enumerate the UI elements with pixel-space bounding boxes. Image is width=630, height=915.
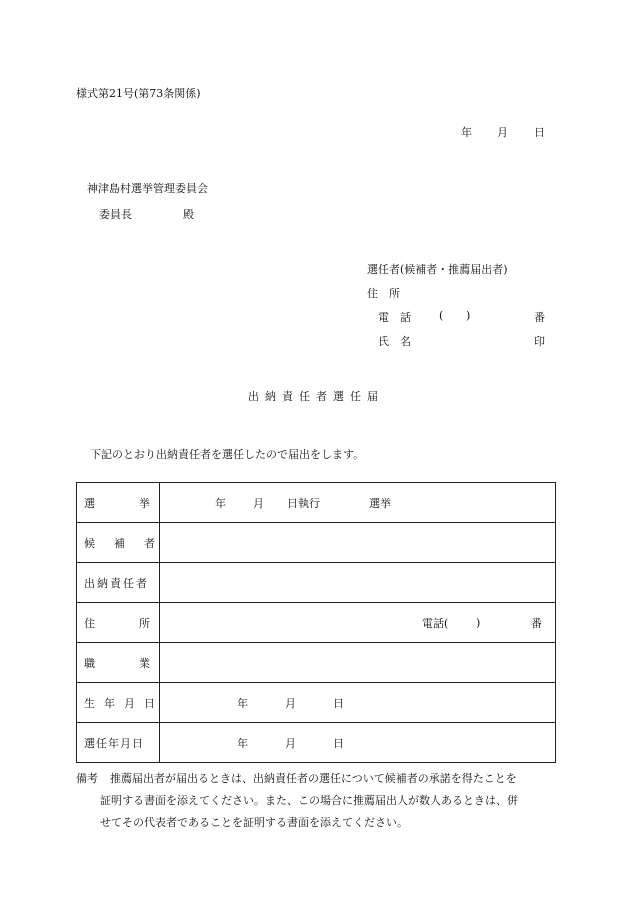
document-title: 出納責任者選任届 [248, 390, 384, 403]
appointment-day-label: 日 [333, 736, 344, 750]
label-cell [77, 523, 174, 563]
appointer-phone-paren-open: ( [439, 309, 444, 322]
address-phone-label: 電話( [422, 616, 449, 630]
remarks-text-3: せてその代表者であることを証明する書面を添えてください。 [100, 816, 408, 829]
appointment-year-label: 年 [237, 736, 248, 750]
value-cell[interactable] [160, 723, 556, 763]
row-label-address: 住所 [84, 616, 194, 630]
address-phone-paren-close: ) [476, 616, 481, 629]
appointment-form-table [76, 482, 556, 763]
remarks-heading: 備考 [76, 772, 98, 785]
appointment-month-label: 月 [285, 736, 296, 750]
value-cell[interactable] [160, 523, 556, 563]
appointer-name-label: 氏 名 [378, 335, 411, 348]
value-cell[interactable] [160, 603, 556, 643]
table-row [77, 723, 556, 763]
intro-text: 下記のとおり出納責任者を選任したので届出をします。 [90, 448, 365, 461]
seal-mark: 印 [534, 335, 545, 348]
table-row [77, 563, 556, 603]
date-day-label: 日 [534, 126, 545, 139]
birth-month-label: 月 [285, 696, 296, 710]
row-label-election: 選挙 [84, 496, 194, 510]
addressee-honorific: 殿 [183, 208, 194, 221]
label-cell [77, 563, 160, 603]
birth-day-label: 日 [333, 696, 344, 710]
remarks-text-1: 推薦届出者が届出るときは、出納責任者の選任について候補者の承諾を得たことを [110, 772, 517, 785]
table-row [77, 643, 556, 683]
form-number: 様式第21号(第73条関係) [76, 87, 201, 100]
value-cell[interactable] [160, 483, 556, 523]
table-row [77, 483, 556, 523]
appointer-address-label: 住 所 [367, 287, 400, 300]
row-label-birthdate: 生年月日 [84, 696, 164, 710]
row-label-occupation: 職業 [84, 656, 194, 670]
row-label-appointment-date: 選任年月日 [84, 736, 144, 750]
value-cell[interactable] [160, 563, 556, 603]
election-year-label: 年 [215, 496, 226, 510]
date-year-label: 年 [461, 126, 472, 139]
appointer-phone-suffix: 番 [534, 311, 545, 324]
remarks-line-2 [76, 790, 566, 812]
value-cell[interactable] [160, 683, 556, 723]
appointer-heading: 選任者(候補者・推薦届出者) [367, 263, 508, 276]
addressee-organization: 神津島村選挙管理委員会 [87, 182, 208, 195]
birth-year-label: 年 [237, 696, 248, 710]
election-suffix-label: 選挙 [369, 496, 391, 510]
row-label-candidate: 候補者 [84, 536, 174, 550]
label-cell [77, 603, 194, 643]
row-label-treasurer: 出納責任者 [84, 576, 149, 590]
election-day-label: 日執行 [287, 496, 320, 510]
appointer-phone-paren-close: ) [466, 309, 471, 322]
appointer-phone-label: 電 話 [378, 311, 411, 324]
label-cell [77, 483, 194, 523]
remarks-text-2: 証明する書面を添えてください。また、この場合に推薦届出人が数人あるときは、併 [100, 794, 518, 807]
election-month-label: 月 [253, 496, 264, 510]
remarks-section [76, 768, 566, 834]
remarks-line-1 [76, 768, 566, 790]
remarks-line-3 [76, 812, 566, 834]
table-row [77, 683, 556, 723]
date-month-label: 月 [497, 126, 508, 139]
address-phone-suffix: 番 [531, 616, 542, 630]
addressee-title: 委員長 [99, 208, 132, 221]
label-cell [77, 683, 164, 723]
table-row [77, 523, 556, 563]
label-cell [77, 723, 160, 763]
label-cell [77, 643, 194, 683]
value-cell[interactable] [160, 643, 556, 683]
table-row [77, 603, 556, 643]
